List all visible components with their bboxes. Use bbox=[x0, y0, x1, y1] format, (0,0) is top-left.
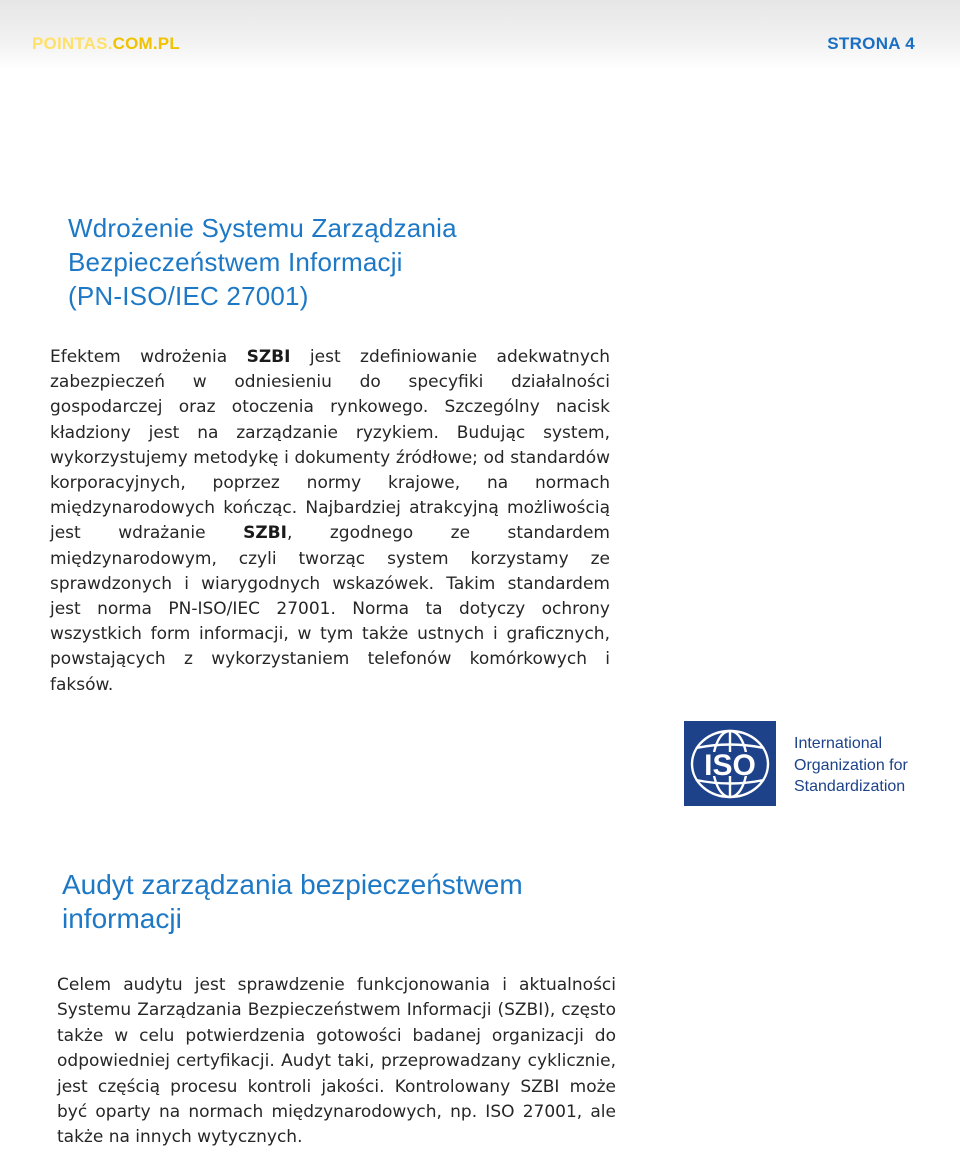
iso-text-line: International bbox=[794, 735, 883, 752]
globe-icon bbox=[684, 721, 776, 806]
paragraph-text: jest zdefiniowanie adekwatnych zabezpieczeń w odniesieniu do specyfiki działalności gospodarczej oraz otoczenia rynkowego. Szczególny nacisk kładziony jest na zarządzanie ryzykiem. Budując system, wykorzystujemy metodykę i dokumenty źródłowe; od standardów korporacyjnych, poprzez normy krajowe, na normach międzynarodowych kończąc. Najbardziej atrakcyjną możliwością jest wdrażanie bbox=[50, 347, 611, 544]
page-number: STRONA 4 bbox=[827, 34, 915, 53]
title-line: (PN-ISO/IEC 27001) bbox=[68, 281, 309, 311]
iso-logo-mark bbox=[684, 721, 776, 806]
iso-text-line: Standardization bbox=[794, 778, 906, 795]
iso-logo bbox=[684, 721, 924, 806]
bold-term: SZBI bbox=[246, 347, 291, 367]
section-title-audyt bbox=[62, 868, 662, 936]
paragraph-text: Efektem wdrożenia bbox=[50, 347, 247, 367]
title-line: Bezpieczeństwem Informacji bbox=[68, 247, 403, 277]
site-name-part-a: POINTAS. bbox=[32, 34, 113, 53]
iso-logo-text bbox=[794, 733, 934, 798]
title-line: Wdrożenie Systemu Zarządzania bbox=[68, 213, 457, 243]
paragraph-text: , zgodnego ze standardem międzynarodowym, czyli tworząc system korzystamy ze sprawdzonych i wiarygodnych wskazówek. Takim standardem jest norma PN-ISO/IEC 27001. Norma ta dotyczy ochrony wszystkich form informacji, w tym także ustnych i graficznych, powstających z wykorzystaniem telefonów komórkowych i faksów. bbox=[50, 523, 610, 695]
page-header bbox=[0, 0, 960, 70]
iso-text-line: Organization for bbox=[794, 756, 908, 774]
section-paragraph-wdrozenie bbox=[50, 345, 610, 698]
iso-mark-text: ISO bbox=[704, 749, 756, 782]
site-name-part-b: COM.PL bbox=[112, 34, 180, 53]
title-line: Audyt zarządzania bezpieczeństwem bbox=[62, 869, 523, 900]
section-paragraph-audyt: Celem audytu jest sprawdzenie funkcjonowania i aktualności Systemu Zarządzania Bezpieczeństwem Informacji (SZBI), często także w celu potwierdzenia gotowości badanej organizacji do odpowiedniej certyfikacji. Audyt taki, przeprowadzany cyklicznie, jest częścią procesu kontroli jakości. Kontrolowany SZBI może być oparty na normach międzynarodowych, np. ISO 27001, ale także na innych wytycznych. bbox=[57, 975, 616, 1148]
title-line: informacji bbox=[62, 903, 182, 934]
section-title-wdrozenie bbox=[68, 211, 668, 313]
site-name bbox=[32, 34, 180, 54]
bold-term: SZBI bbox=[243, 523, 287, 544]
